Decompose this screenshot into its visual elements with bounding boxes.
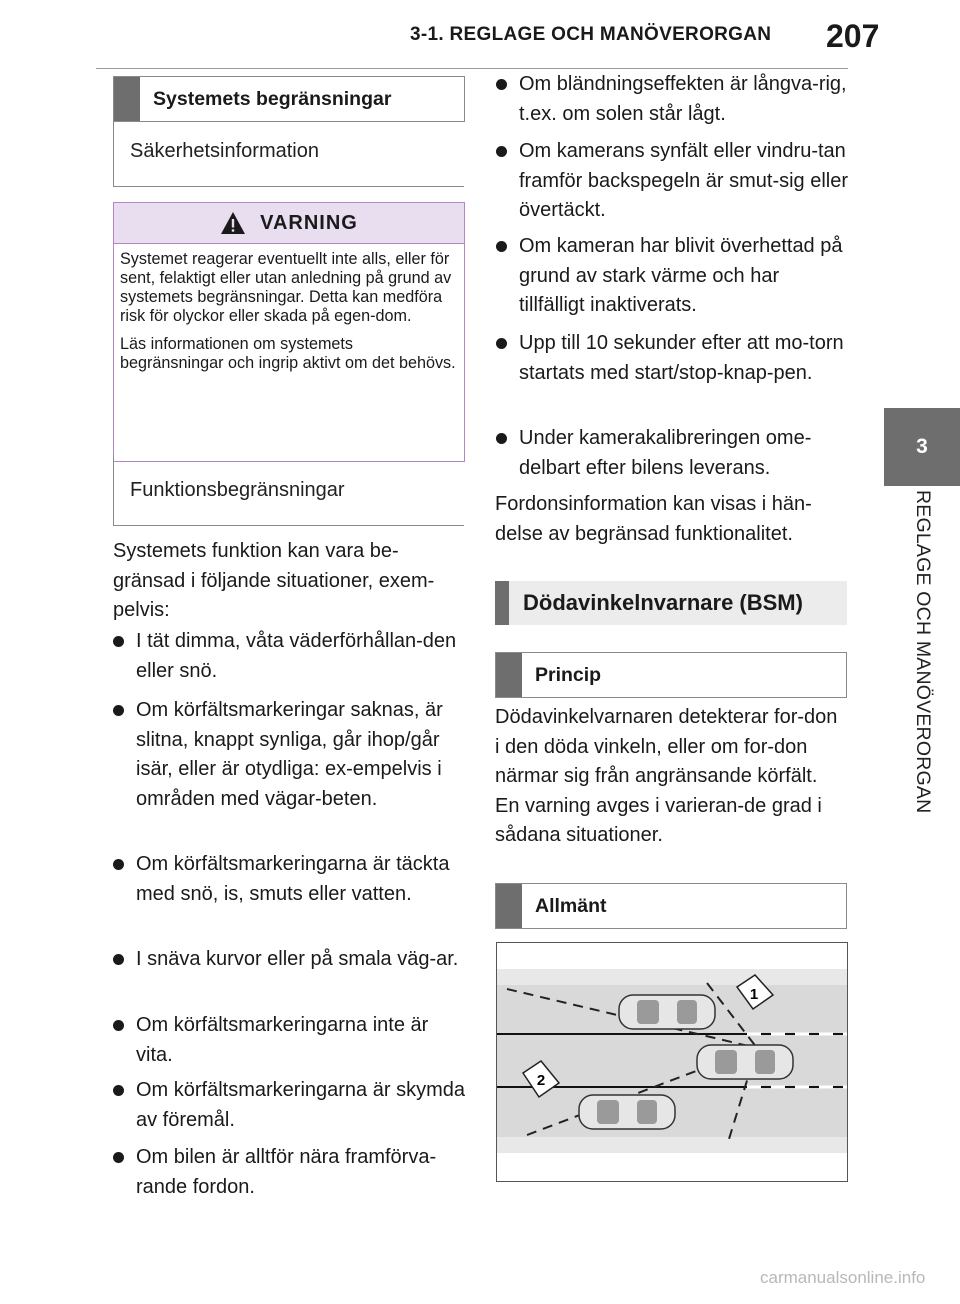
sub-heading-text: Säkerhetsinformation xyxy=(130,139,319,162)
list-item xyxy=(110,696,466,814)
heading-marker xyxy=(495,581,509,625)
list-item xyxy=(110,1143,466,1202)
bullet-dot-icon xyxy=(113,1152,124,1163)
list-item-text: Om körfältsmarkeringar saknas, är slitna, knappt synliga, går ihop/går isär, eller är otydliga: ex-empelvis i områden med vägar-beten. xyxy=(136,699,443,810)
principle-paragraph: Dödavinkelvarnaren detekterar for-don i den döda vinkeln, eller om for-don närmar sig från angränsande körfält. En varning avges i varieran-de grad i sådana situationer. xyxy=(495,706,838,846)
bullet-dot-icon xyxy=(113,859,124,870)
warning-header xyxy=(114,203,464,244)
list-item xyxy=(110,850,466,909)
heading-marker xyxy=(496,884,522,928)
bullet-dot-icon xyxy=(113,1020,124,1031)
bullet-dot-icon xyxy=(113,954,124,965)
bullet-dot-icon xyxy=(496,338,507,349)
list-item xyxy=(110,945,466,975)
sub-heading-text: Funktionsbegränsningar xyxy=(130,478,345,501)
sub-heading-principle xyxy=(495,652,847,698)
list-item xyxy=(493,137,849,226)
list-item xyxy=(493,329,849,388)
section-title: 3-1. REGLAGE OCH MANÖVERORGAN xyxy=(410,24,772,45)
list-item-text: Upp till 10 sekunder efter att mo-torn startats med start/stop-knap-pen. xyxy=(519,332,844,384)
watermark: carmanualsonline.info xyxy=(760,1268,926,1287)
bullet-dot-icon xyxy=(496,146,507,157)
list-item-text: Under kamerakalibreringen ome-delbart efter bilens leverans. xyxy=(519,427,812,479)
heading-text: Dödavinkelnvarnare (BSM) xyxy=(523,590,803,615)
callout-1-label: 1 xyxy=(749,986,759,1003)
list-item-text: Om körfältsmarkeringarna är skymda av föremål. xyxy=(136,1079,465,1131)
bullet-dot-icon xyxy=(113,705,124,716)
heading-text: Allmänt xyxy=(535,894,607,917)
sub-heading-function-limitations xyxy=(113,455,464,526)
callout-2-label: 2 xyxy=(536,1072,546,1089)
sub-heading-general xyxy=(495,883,847,929)
list-item-text: Om bländningseffekten är långva-rig, t.ex. om solen står lågt. xyxy=(519,73,847,125)
list-item xyxy=(493,70,849,129)
bsm-illustration xyxy=(496,942,848,1182)
heading-text: Princip xyxy=(535,663,602,686)
page-number: 207 xyxy=(826,18,880,54)
list-item-text: Om kameran har blivit överhettad på grund av stark värme och har tillfälligt inaktiverats. xyxy=(519,235,843,316)
heading-text: Systemets begränsningar xyxy=(153,87,392,110)
list-item-text: Om körfältsmarkeringarna inte är vita. xyxy=(136,1014,429,1066)
list-item xyxy=(110,1076,466,1135)
road-diagram xyxy=(497,943,847,1181)
list-item-text: Om körfältsmarkeringarna är täckta med snö, is, smuts eller vatten. xyxy=(136,853,450,905)
note-paragraph: Fordonsinformation kan visas i hän-delse av begränsad funktionalitet. xyxy=(495,493,812,545)
list-item xyxy=(110,627,466,686)
list-item xyxy=(493,424,849,483)
chapter-tab: 3 xyxy=(884,408,960,486)
car-icon xyxy=(579,1095,675,1129)
list-item xyxy=(110,1011,466,1070)
chapter-side-label-text: REGLAGE OCH MANÖVERORGAN xyxy=(912,490,934,814)
warning-paragraph: Läs informationen om systemets begränsningar och ingrip aktivt om det behövs. xyxy=(120,335,456,372)
warning-body xyxy=(114,244,464,373)
car-icon xyxy=(619,995,715,1029)
header-divider xyxy=(96,68,848,69)
warning-triangle-icon xyxy=(220,211,246,235)
bullet-dot-icon xyxy=(496,433,507,444)
heading-bsm xyxy=(495,581,847,625)
heading-marker xyxy=(496,653,522,697)
intro-paragraph: Systemets funktion kan vara be-gränsad i följande situationer, exem-pelvis: xyxy=(113,540,435,621)
warning-box xyxy=(113,202,465,462)
list-item-text: I tät dimma, våta väderförhållan-den eller snö. xyxy=(136,630,457,682)
list-item xyxy=(493,232,849,321)
warning-title: VARNING xyxy=(260,211,358,234)
bullet-dot-icon xyxy=(496,241,507,252)
car-icon xyxy=(697,1045,793,1079)
list-item-text: Om bilen är alltför nära framförva-rande fordon. xyxy=(136,1146,437,1198)
bullet-dot-icon xyxy=(496,79,507,90)
warning-paragraph: Systemet reagerar eventuellt inte alls, eller för sent, felaktigt eller utan anledning på grund av systemets begränsningar. Detta kan medföra risk för olyckor eller skada på egen-dom. xyxy=(120,250,452,325)
bullet-dot-icon xyxy=(113,636,124,647)
list-item-text: Om kamerans synfält eller vindru-tan framför backspegeln är smut-sig eller övertäckt. xyxy=(519,140,849,221)
bullet-dot-icon xyxy=(113,1085,124,1096)
list-item-text: I snäva kurvor eller på smala väg-ar. xyxy=(136,948,459,970)
heading-marker xyxy=(114,77,140,121)
sub-heading-safety-info xyxy=(113,116,464,187)
